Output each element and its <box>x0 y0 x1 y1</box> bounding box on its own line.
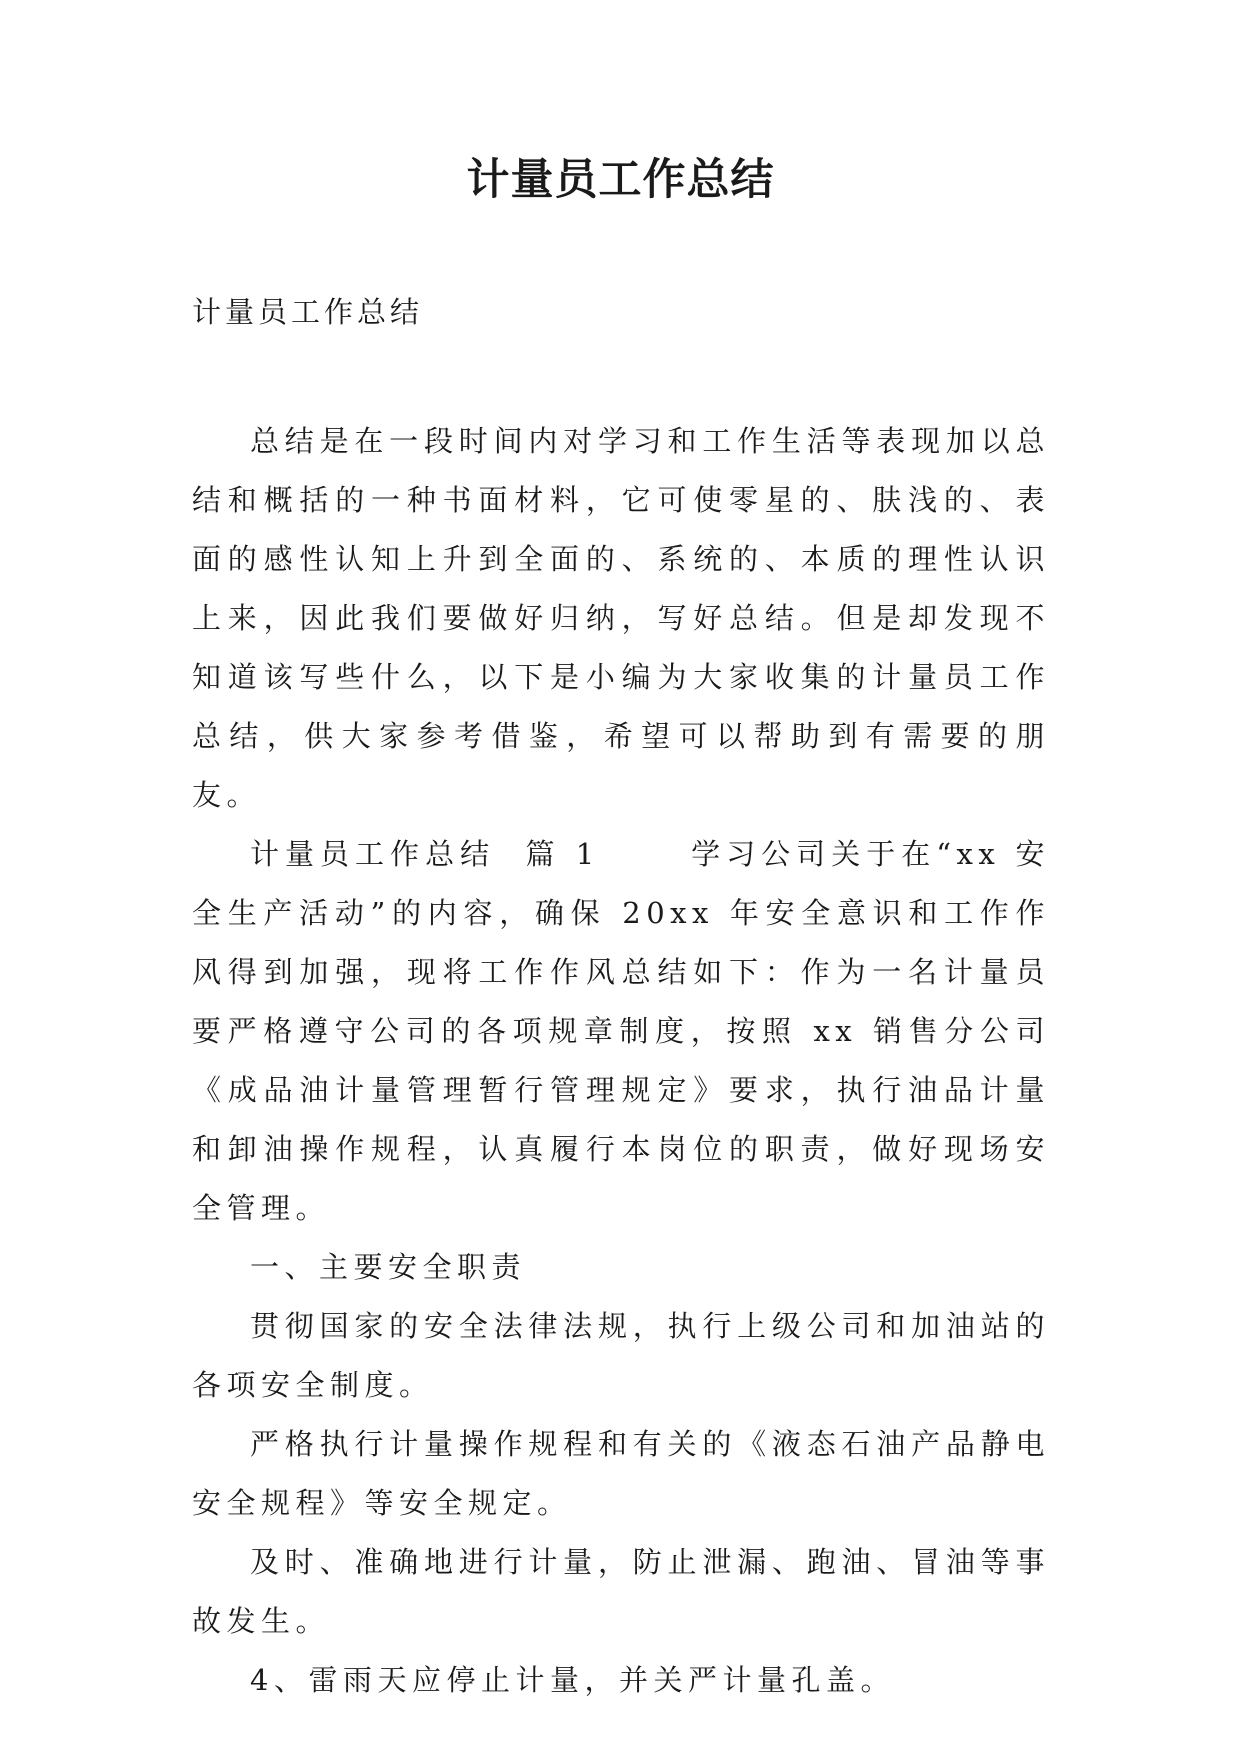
paragraph-section-1: 计量员工作总结 篇 1 学习公司关于在“xx 安全生产活动”的内容，确保 20xx 年安全意识和工作作风得到加强，现将工作作风总结如下：作为一名计量员要严格遵守公司的各项规章制度，按照 xx 销售分公司《成品油计量管理暂行管理规定》要求，执行油品计量和卸油操作规程，认真履行本岗位的职责，做好现场安全管理。 <box>192 837 1050 1225</box>
paragraph-duty-3: 及时、准确地进行计量，防止泄漏、跑油、冒油等事故发生。 <box>192 1545 1050 1638</box>
document-body <box>192 412 1050 1710</box>
paragraph-intro: 总结是在一段时间内对学习和工作生活等表现加以总结和概括的一种书面材料，它可使零星的、肤浅的、表面的感性认知上升到全面的、系统的、本质的理性认识上来，因此我们要做好归纳，写好总结。但是却发现不知道该写些什么，以下是小编为大家收集的计量员工作总结，供大家参考借鉴，希望可以帮助到有需要的朋友。 <box>192 424 1050 812</box>
paragraph-duty-2: 严格执行计量操作规程和有关的《液态石油产品静电安全规程》等安全规定。 <box>192 1427 1050 1520</box>
paragraph-duty-4: 4、雷雨天应停止计量，并关严计量孔盖。 <box>250 1663 895 1697</box>
document-subtitle: 计量员工作总结 <box>192 295 424 329</box>
heading-main-safety-duties: 一、主要安全职责 <box>250 1250 527 1284</box>
document-title: 计量员工作总结 <box>466 155 775 205</box>
paragraph-duty-1: 贯彻国家的安全法律法规，执行上级公司和加油站的各项安全制度。 <box>192 1309 1050 1402</box>
